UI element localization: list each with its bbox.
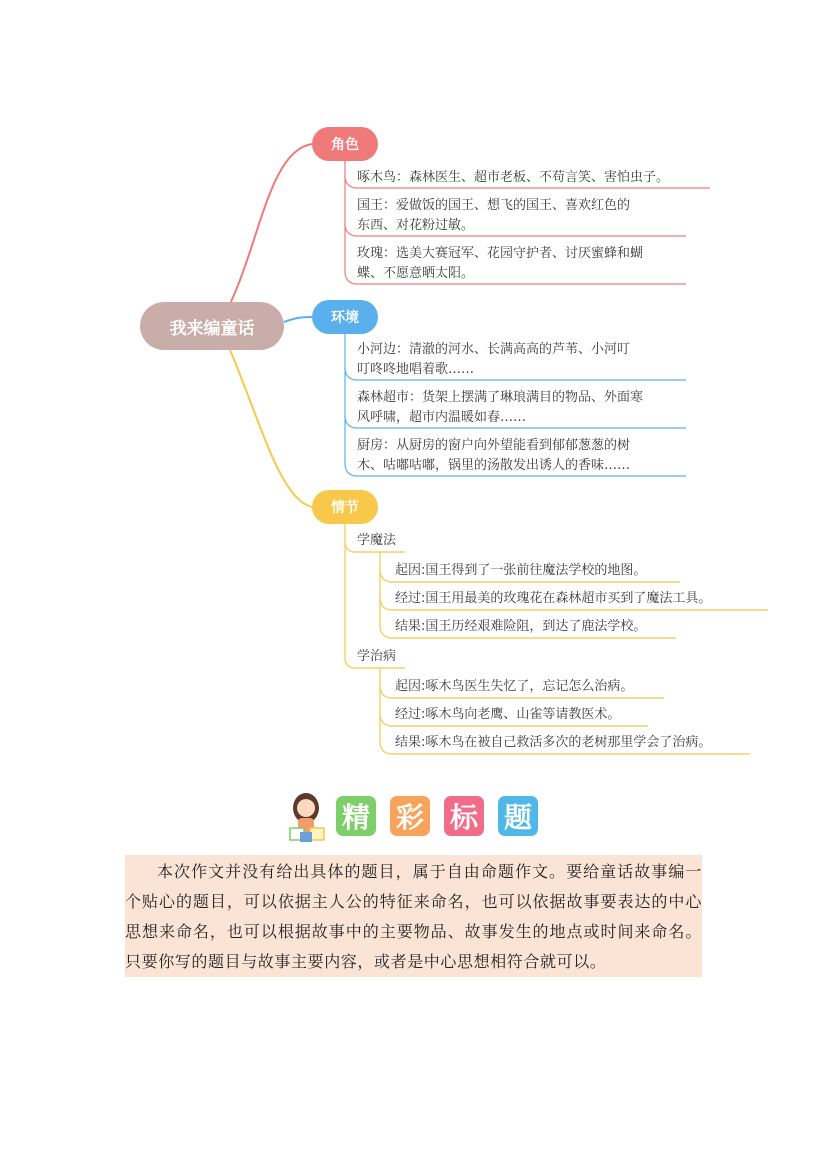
character-rose: 玫瑰：选美大赛冠军、花园守护者、讨厌蜜蜂和蝴 蝶、不愿意晒太阳。 — [357, 246, 644, 281]
title-char-1: 精 — [336, 796, 376, 836]
title-char-4: 题 — [498, 796, 538, 836]
title-banner — [280, 788, 550, 844]
explanation-paragraph: 本次作文并没有给出具体的题目，属于自由命题作文。要给童话故事编一个贴心的题目，可以依据主人公的特征来命名，也可以依据故事要表达的中心思想来命名，也可以根据故事中的主要物品、故事发生的地点或时间来命名。只要你写的题目与故事主要内容，或者是中心思想相符合就可以。 — [125, 862, 702, 971]
branch-plot: 情节 — [312, 490, 378, 524]
girl-reading-icon — [280, 788, 336, 844]
plot-magic-result: 结果:国王历经艰难险阻，到达了鹿法学校。 — [395, 619, 647, 634]
plot-magic-cause: 起因:国王得到了一张前往魔法学校的地图。 — [395, 563, 647, 578]
setting-river: 小河边：清澈的河水、长满高高的芦苇、小河叮 叮咚咚地唱着歌…… — [357, 342, 631, 377]
title-char-2: 彩 — [390, 796, 430, 836]
title-char-3: 标 — [444, 796, 484, 836]
plot-healing-cause: 起因:啄木鸟医生失忆了，忘记怎么治病。 — [395, 679, 634, 694]
mind-map-center: 我来编童话 — [140, 302, 284, 350]
branch-characters: 角色 — [312, 127, 378, 161]
plot-magic-process: 经过:国王用最美的玫瑰花在森林超市买到了魔法工具。 — [395, 591, 712, 606]
plot-healing-process: 经过:啄木鸟向老鹰、山雀等请教医术。 — [395, 707, 621, 722]
setting-supermarket: 森林超市：货架上摆满了琳琅满目的物品、外面寒 风呼啸，超市内温暖如春…… — [357, 390, 644, 425]
character-king: 国王：爱做饭的国王、想飞的国王、喜欢红色的 东西、对花粉过敏。 — [357, 198, 631, 233]
character-woodpecker: 啄木鸟：森林医生、超市老板、不苟言笑、害怕虫子。 — [357, 170, 670, 185]
plot-healing-result: 结果:啄木鸟在被自己救活多次的老树那里学会了治病。 — [395, 735, 712, 750]
plot-story-healing: 学治病 — [357, 649, 397, 664]
explanation-paragraph-box — [125, 855, 702, 977]
plot-story-magic: 学魔法 — [357, 533, 397, 548]
branch-setting: 环境 — [312, 300, 378, 334]
setting-kitchen: 厨房：从厨房的窗户向外望能看到郁郁葱葱的树 木、咕嘟咕嘟，锅里的汤散发出诱人的香味…… — [357, 438, 631, 473]
